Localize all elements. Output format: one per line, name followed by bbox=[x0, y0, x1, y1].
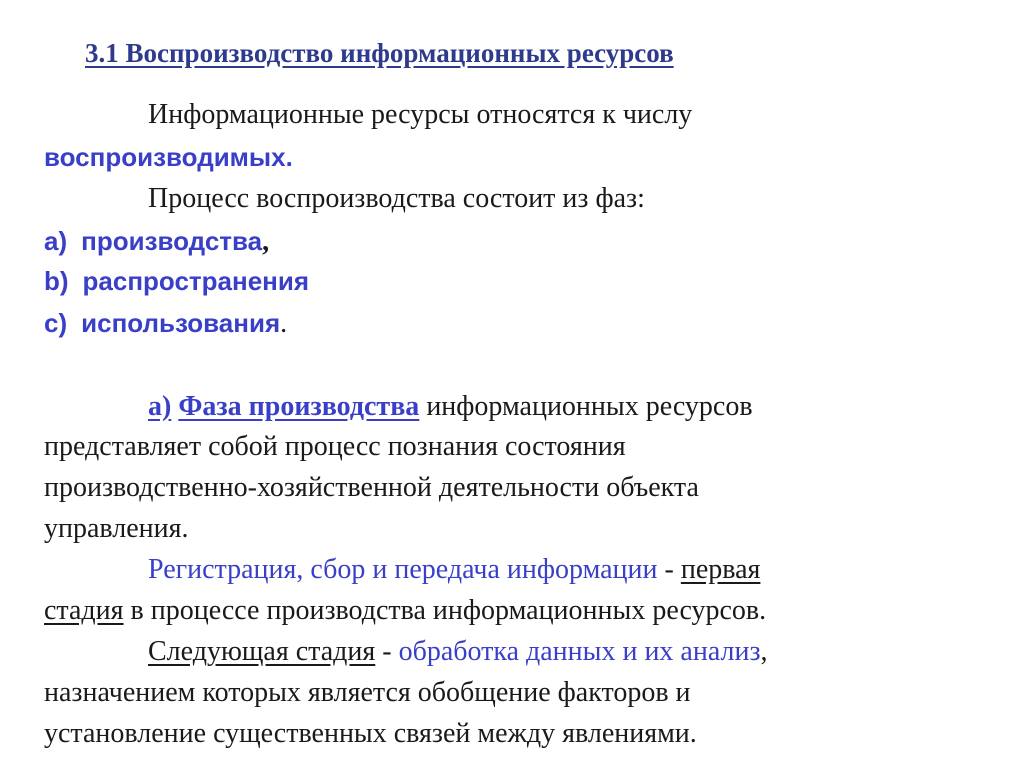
phase-item-usage: c) использования. bbox=[44, 308, 288, 339]
production-term: Фаза производства bbox=[178, 391, 420, 422]
stage1-blue: Регистрация, сбор и передача информации bbox=[148, 554, 658, 585]
stage1-first: первая bbox=[680, 554, 761, 585]
phase-item-distribution bbox=[44, 262, 309, 301]
stage2-blue: обработка данных и их анализ bbox=[398, 636, 761, 667]
production-marker: а) bbox=[148, 391, 172, 422]
stage2-line-2: назначением которых является обобщение факторов и bbox=[44, 677, 691, 708]
phase-label: распространения bbox=[82, 266, 310, 296]
reproducible-term: воспроизводимых. bbox=[44, 142, 293, 172]
slide-title: 3.1 Воспроизводство информационных ресурсов bbox=[85, 38, 674, 68]
stage2-line-1: Следующая стадия - обработка данных и их анализ, bbox=[148, 636, 768, 667]
production-line-2: представляет собой процесс познания состояния bbox=[44, 431, 626, 462]
phases-intro: Процесс воспроизводства состоит из фаз: bbox=[148, 183, 645, 214]
stage1-line-1: Регистрация, сбор и передача информации - первая bbox=[148, 554, 761, 585]
phase-marker: b) bbox=[44, 266, 69, 296]
stage1-stage-word: стадия bbox=[44, 595, 124, 626]
production-line-3: производственно-хозяйственной деятельности объекта bbox=[44, 472, 699, 503]
intro-line-1: Информационные ресурсы относятся к числу bbox=[148, 99, 693, 130]
phase-label: производства bbox=[81, 226, 263, 256]
phase-item-production: a) производства, bbox=[44, 226, 270, 257]
phase-marker: a) bbox=[44, 226, 68, 256]
production-line-1: а) Фаза производства информационных ресурсов bbox=[148, 391, 753, 422]
phase-label: использования bbox=[81, 308, 281, 338]
production-line-4: управления. bbox=[44, 513, 189, 544]
stage2-line-3: установление существенных связей между явлениями. bbox=[44, 718, 697, 749]
stage1-line-2: стадия в процессе производства информационных ресурсов. bbox=[44, 595, 767, 626]
stage2-next: Следующая стадия bbox=[148, 636, 376, 667]
phase-marker: c) bbox=[44, 308, 68, 338]
